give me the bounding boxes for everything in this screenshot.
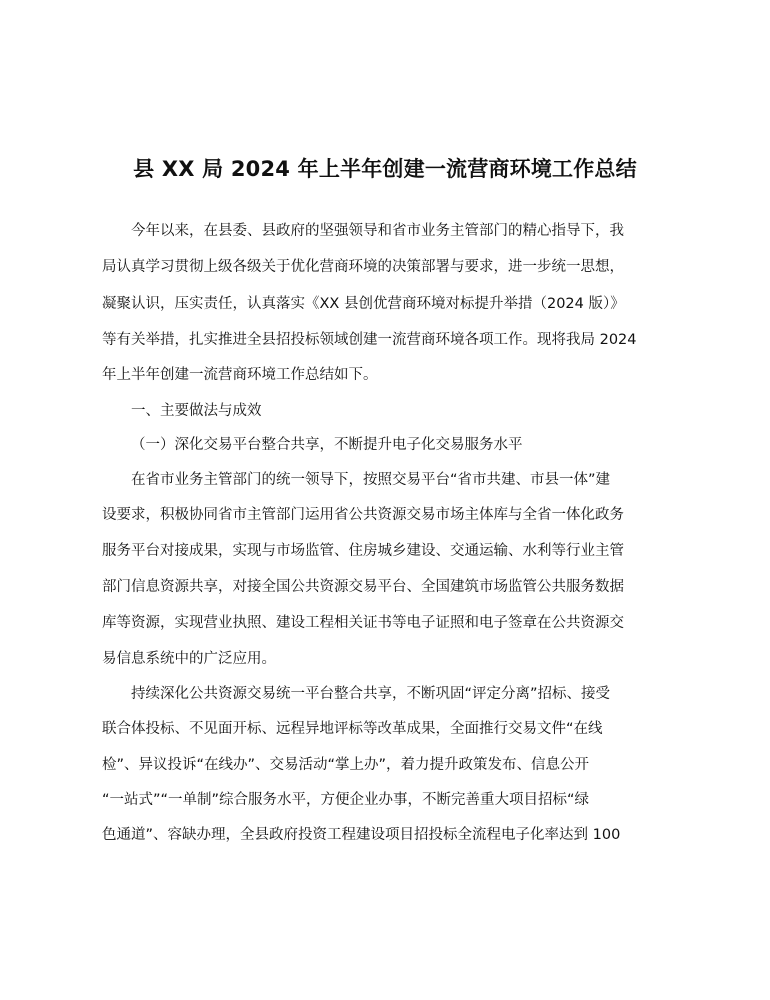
paragraph-line: 服务平台对接成果，实现与市场监管、住房城乡建设、交通运输、水利等行业主管 — [102, 543, 624, 559]
paragraph-line: 在省市业务主管部门的统一领导下，按照交易平台“省市共建、市县一体”建 — [131, 472, 611, 488]
paragraph-line: 易信息系统中的广泛应用。 — [102, 651, 276, 667]
subsection-heading: （一）深化交易平台整合共享，不断提升电子化交易服务水平 — [131, 437, 523, 453]
section-heading: 一、主要做法与成效 — [131, 403, 262, 419]
document-title: 县 XX 局 2024 年上半年创建一流营商环境工作总结 — [133, 157, 637, 181]
paragraph-line: 部门信息资源共享，对接全国公共资源交易平台、全国建筑市场监管公共服务数据 — [102, 579, 624, 595]
paragraph-line: 联合体投标、不见面开标、远程异地评标等改革成果，全面推行交易文件“在线 — [102, 721, 603, 737]
paragraph-line: 设要求，积极协同省市主管部门运用省公共资源交易市场主体库与全省一体化政务 — [102, 507, 624, 523]
paragraph-line: 持续深化公共资源交易统一平台整合共享，不断巩固“评定分离”招标、接受 — [131, 686, 611, 702]
paragraph-line: 库等资源，实现营业执照、建设工程相关证书等电子证照和电子签章在公共资源交 — [102, 615, 624, 631]
paragraph-line: 检”、异议投诉“在线办”、交易活动“掌上办”，着力提升政策发布、信息公开 — [102, 757, 590, 773]
paragraph-line: 凝聚认识，压实责任，认真落实《XX 县创优营商环境对标提升举措（2024 版）》 — [102, 296, 625, 312]
paragraph-line: 等有关举措，扎实推进全县招投标领域创建一流营商环境各项工作。现将我局 2024 — [102, 332, 637, 348]
paragraph-line: “一站式”“一单制”综合服务水平，方便企业办事，不断完善重大项目招标“绿 — [102, 792, 590, 808]
paragraph-line: 年上半年创建一流营商环境工作总结如下。 — [102, 367, 378, 383]
paragraph-line: 色通道”、容缺办理，全县政府投资工程建设项目招投标全流程电子化率达到 100 — [102, 827, 621, 843]
paragraph-line: 局认真学习贯彻上级各级关于优化营商环境的决策部署与要求，进一步统一思想， — [102, 259, 624, 275]
paragraph-line: 今年以来，在县委、县政府的坚强领导和省市业务主管部门的精心指导下，我 — [131, 223, 624, 239]
